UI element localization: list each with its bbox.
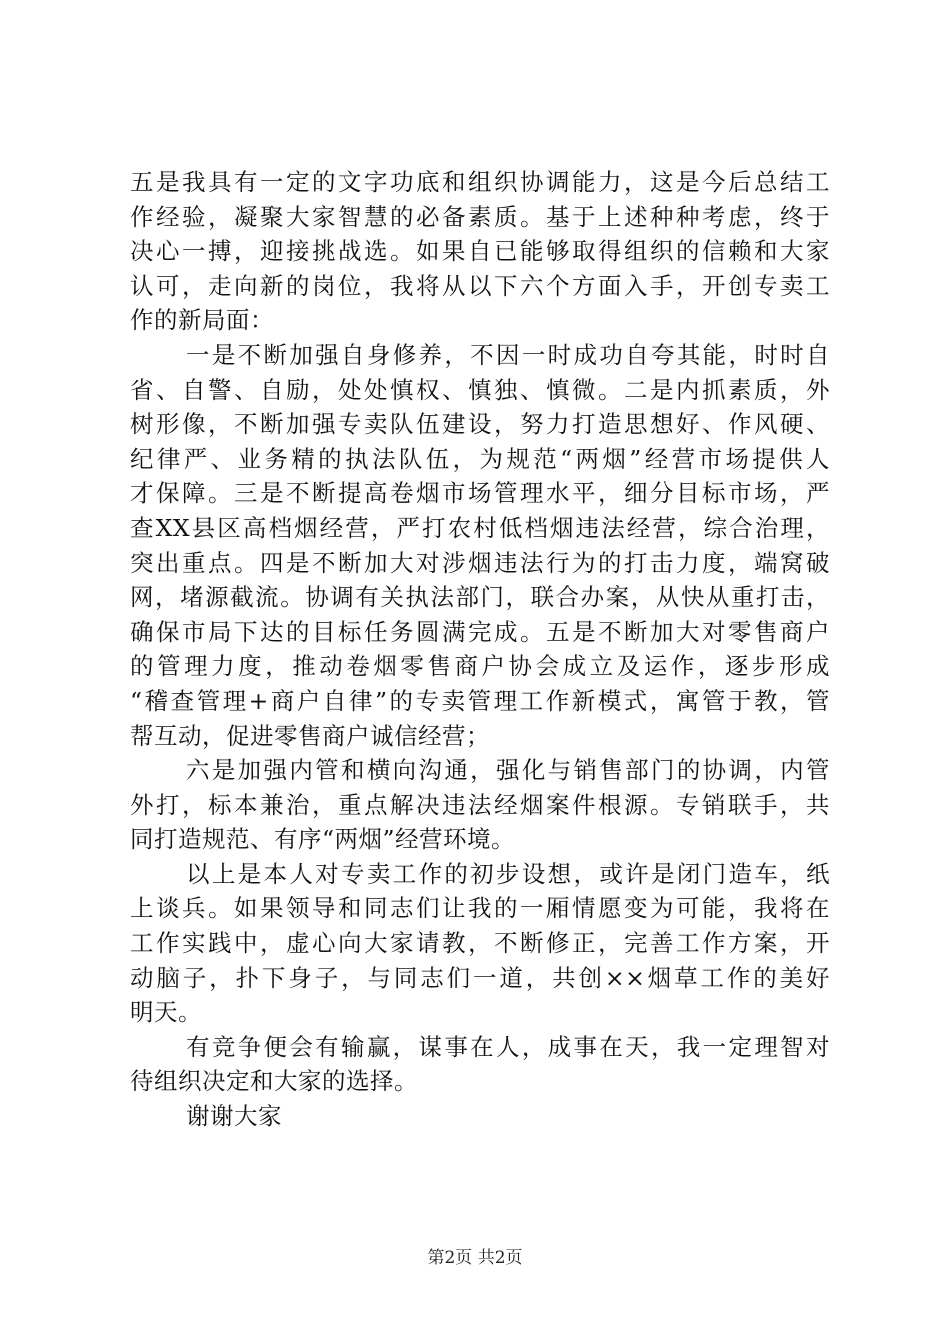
paragraph [130, 165, 830, 338]
text-line: 待组织决定和大家的选择。 [130, 1067, 418, 1096]
text-line: 纪律严、业务精的执法队伍，为规范“两烟”经营市场提供人 [130, 444, 830, 473]
paragraph [130, 338, 830, 753]
text-line: 有竞争便会有输赢，谋事在人，成事在天，我一定理智对 [186, 1032, 830, 1061]
text-line: 树形像，不断加强专卖队伍建设，努力打造思想好、作风硬、 [130, 410, 830, 439]
document-body [130, 165, 830, 1134]
text-line: 的管理力度，推动卷烟零售商户协会成立及运作，逐步形成 [130, 652, 830, 681]
text-line: 工作实践中，虚心向大家请教，不断修正，完善工作方案，开 [130, 929, 830, 958]
text-line: 五是我具有一定的文字功底和组织协调能力，这是今后总结工 [130, 168, 830, 196]
paragraph [130, 1030, 830, 1099]
text-line: 帮互动，促进零售商户诚信经营； [130, 721, 490, 750]
text-line: 明天。 [130, 998, 202, 1027]
text-line: 作的新局面： [130, 306, 274, 335]
paragraph [130, 857, 830, 1030]
text-line: 六是加强内管和横向沟通，强化与销售部门的协调，内管 [186, 756, 830, 785]
text-line: 网，堵源截流。协调有关执法部门，联合办案，从快从重打击， [130, 583, 830, 612]
text-line: 突出重点。四是不断加大对涉烟违法行为的打击力度，端窝破 [130, 548, 830, 577]
text-line: 省、自警、自励，处处慎权、慎独、慎微。二是内抓素质，外 [130, 375, 830, 404]
text-line: 上谈兵。如果领导和同志们让我的一厢情愿变为可能，我将在 [130, 894, 830, 923]
text-line: 作经验，凝聚大家智慧的必备素质。基于上述种种考虑，终于 [130, 202, 830, 231]
text-line: 以上是本人对专卖工作的初步设想，或许是闭门造车，纸 [186, 859, 830, 888]
text-line: 谢谢大家 [186, 1102, 282, 1131]
text-line: 确保市局下达的目标任务圆满完成。五是不断加大对零售商户 [130, 617, 830, 646]
page-footer: 第2页 共2页 [427, 1248, 523, 1268]
text-line: 查XX县区高档烟经营，严打农村低档烟违法经营，综合治理， [130, 513, 830, 542]
paragraph [130, 753, 830, 857]
text-line: 一是不断加强自身修养，不因一时成功自夸其能，时时自 [186, 340, 830, 369]
text-line: 同打造规范、有序“两烟”经营环境。 [130, 825, 516, 854]
text-line: 才保障。三是不断提高卷烟市场管理水平，细分目标市场，严 [130, 479, 830, 508]
text-line: 认可，走向新的岗位，我将从以下六个方面入手，开创专卖工 [130, 271, 830, 300]
text-line: “稽查管理+商户自律”的专卖管理工作新模式，寓管于教，管 [130, 686, 830, 715]
text-line: 外打，标本兼治，重点解决违法经烟案件根源。专销联手，共 [130, 790, 830, 819]
text-line: 动脑子，扑下身子，与同志们一道，共创××烟草工作的美好 [130, 963, 830, 992]
paragraph [130, 1099, 830, 1134]
text-line: 决心一搏，迎接挑战选。如果自已能够取得组织的信赖和大家 [130, 237, 830, 266]
